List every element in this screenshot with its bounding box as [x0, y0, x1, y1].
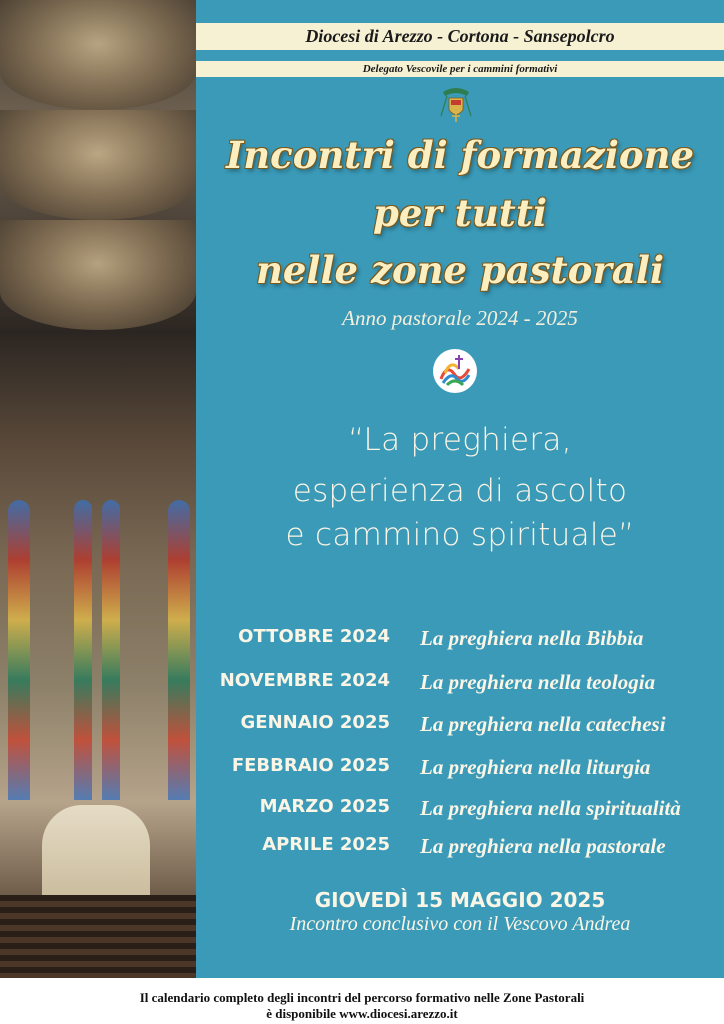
- schedule-month: MARZO 2025: [259, 796, 390, 817]
- schedule-row: [196, 796, 724, 824]
- jubilee-logo-icon: [433, 349, 477, 393]
- church-pews: [0, 895, 196, 978]
- vault-fresco-2: [0, 110, 196, 220]
- church-interior-photo: [0, 0, 196, 978]
- schedule-topic: La preghiera nella teologia: [420, 670, 656, 694]
- title-line-3: nelle zone pastorali: [255, 248, 664, 292]
- pastoral-year: Anno pastorale 2024 - 2025: [342, 306, 578, 330]
- stained-glass-window-center-right: [102, 500, 120, 800]
- title-line-2: per tutti: [372, 191, 547, 235]
- footer-line-2: è disponibile www.diocesi.arezzo.it: [266, 1006, 458, 1021]
- schedule-topic: La preghiera nella Bibbia: [420, 626, 644, 650]
- vault-fresco-1: [0, 0, 196, 110]
- stained-glass-window-right: [168, 500, 190, 800]
- stained-glass-window-left: [8, 500, 30, 800]
- schedule-month: NOVEMBRE 2024: [219, 670, 390, 691]
- schedule-month: OTTOBRE 2024: [238, 626, 390, 647]
- schedule-row: [196, 755, 724, 783]
- quote-line-2: esperienza di ascolto: [292, 473, 628, 509]
- schedule-row: [196, 712, 724, 740]
- schedule-topic: La preghiera nella spiritualità: [420, 796, 681, 820]
- schedule-month: FEBBRAIO 2025: [231, 755, 390, 776]
- schedule-topic: La preghiera nella catechesi: [420, 712, 666, 736]
- quote-line-3: e cammino spirituale”: [285, 517, 635, 553]
- schedule-topic: La preghiera nella pastorale: [420, 834, 666, 858]
- vault-fresco-3: [0, 220, 196, 330]
- diocese-name: Diocesi di Arezzo - Cortona - Sansepolcro: [305, 26, 615, 46]
- schedule-month: GENNAIO 2025: [240, 712, 390, 733]
- delegate-text: Delegato Vescovile per i cammini formativi: [362, 63, 558, 75]
- diocese-banner: [196, 23, 724, 50]
- final-meeting-date: GIOVEDÌ 15 MAGGIO 2025: [314, 888, 606, 912]
- schedule-month: APRILE 2025: [262, 834, 390, 855]
- schedule-row: [196, 670, 724, 698]
- delegate-banner: [196, 61, 724, 77]
- altar: [42, 805, 150, 895]
- final-meeting-note: Incontro conclusivo con il Vescovo Andrea: [289, 913, 631, 935]
- quote-line-1: “La preghiera,: [348, 422, 572, 458]
- bishop-coat-of-arms-icon: [437, 86, 475, 126]
- title-line-1: Incontri di formazione: [225, 133, 695, 177]
- stained-glass-window-center-left: [74, 500, 92, 800]
- footer-line-1: Il calendario completo degli incontri del percorso formativo nelle Zone Pastorali: [139, 990, 585, 1005]
- schedule-row: [196, 834, 724, 862]
- schedule-topic: La preghiera nella liturgia: [420, 755, 651, 779]
- schedule-row: [196, 626, 724, 654]
